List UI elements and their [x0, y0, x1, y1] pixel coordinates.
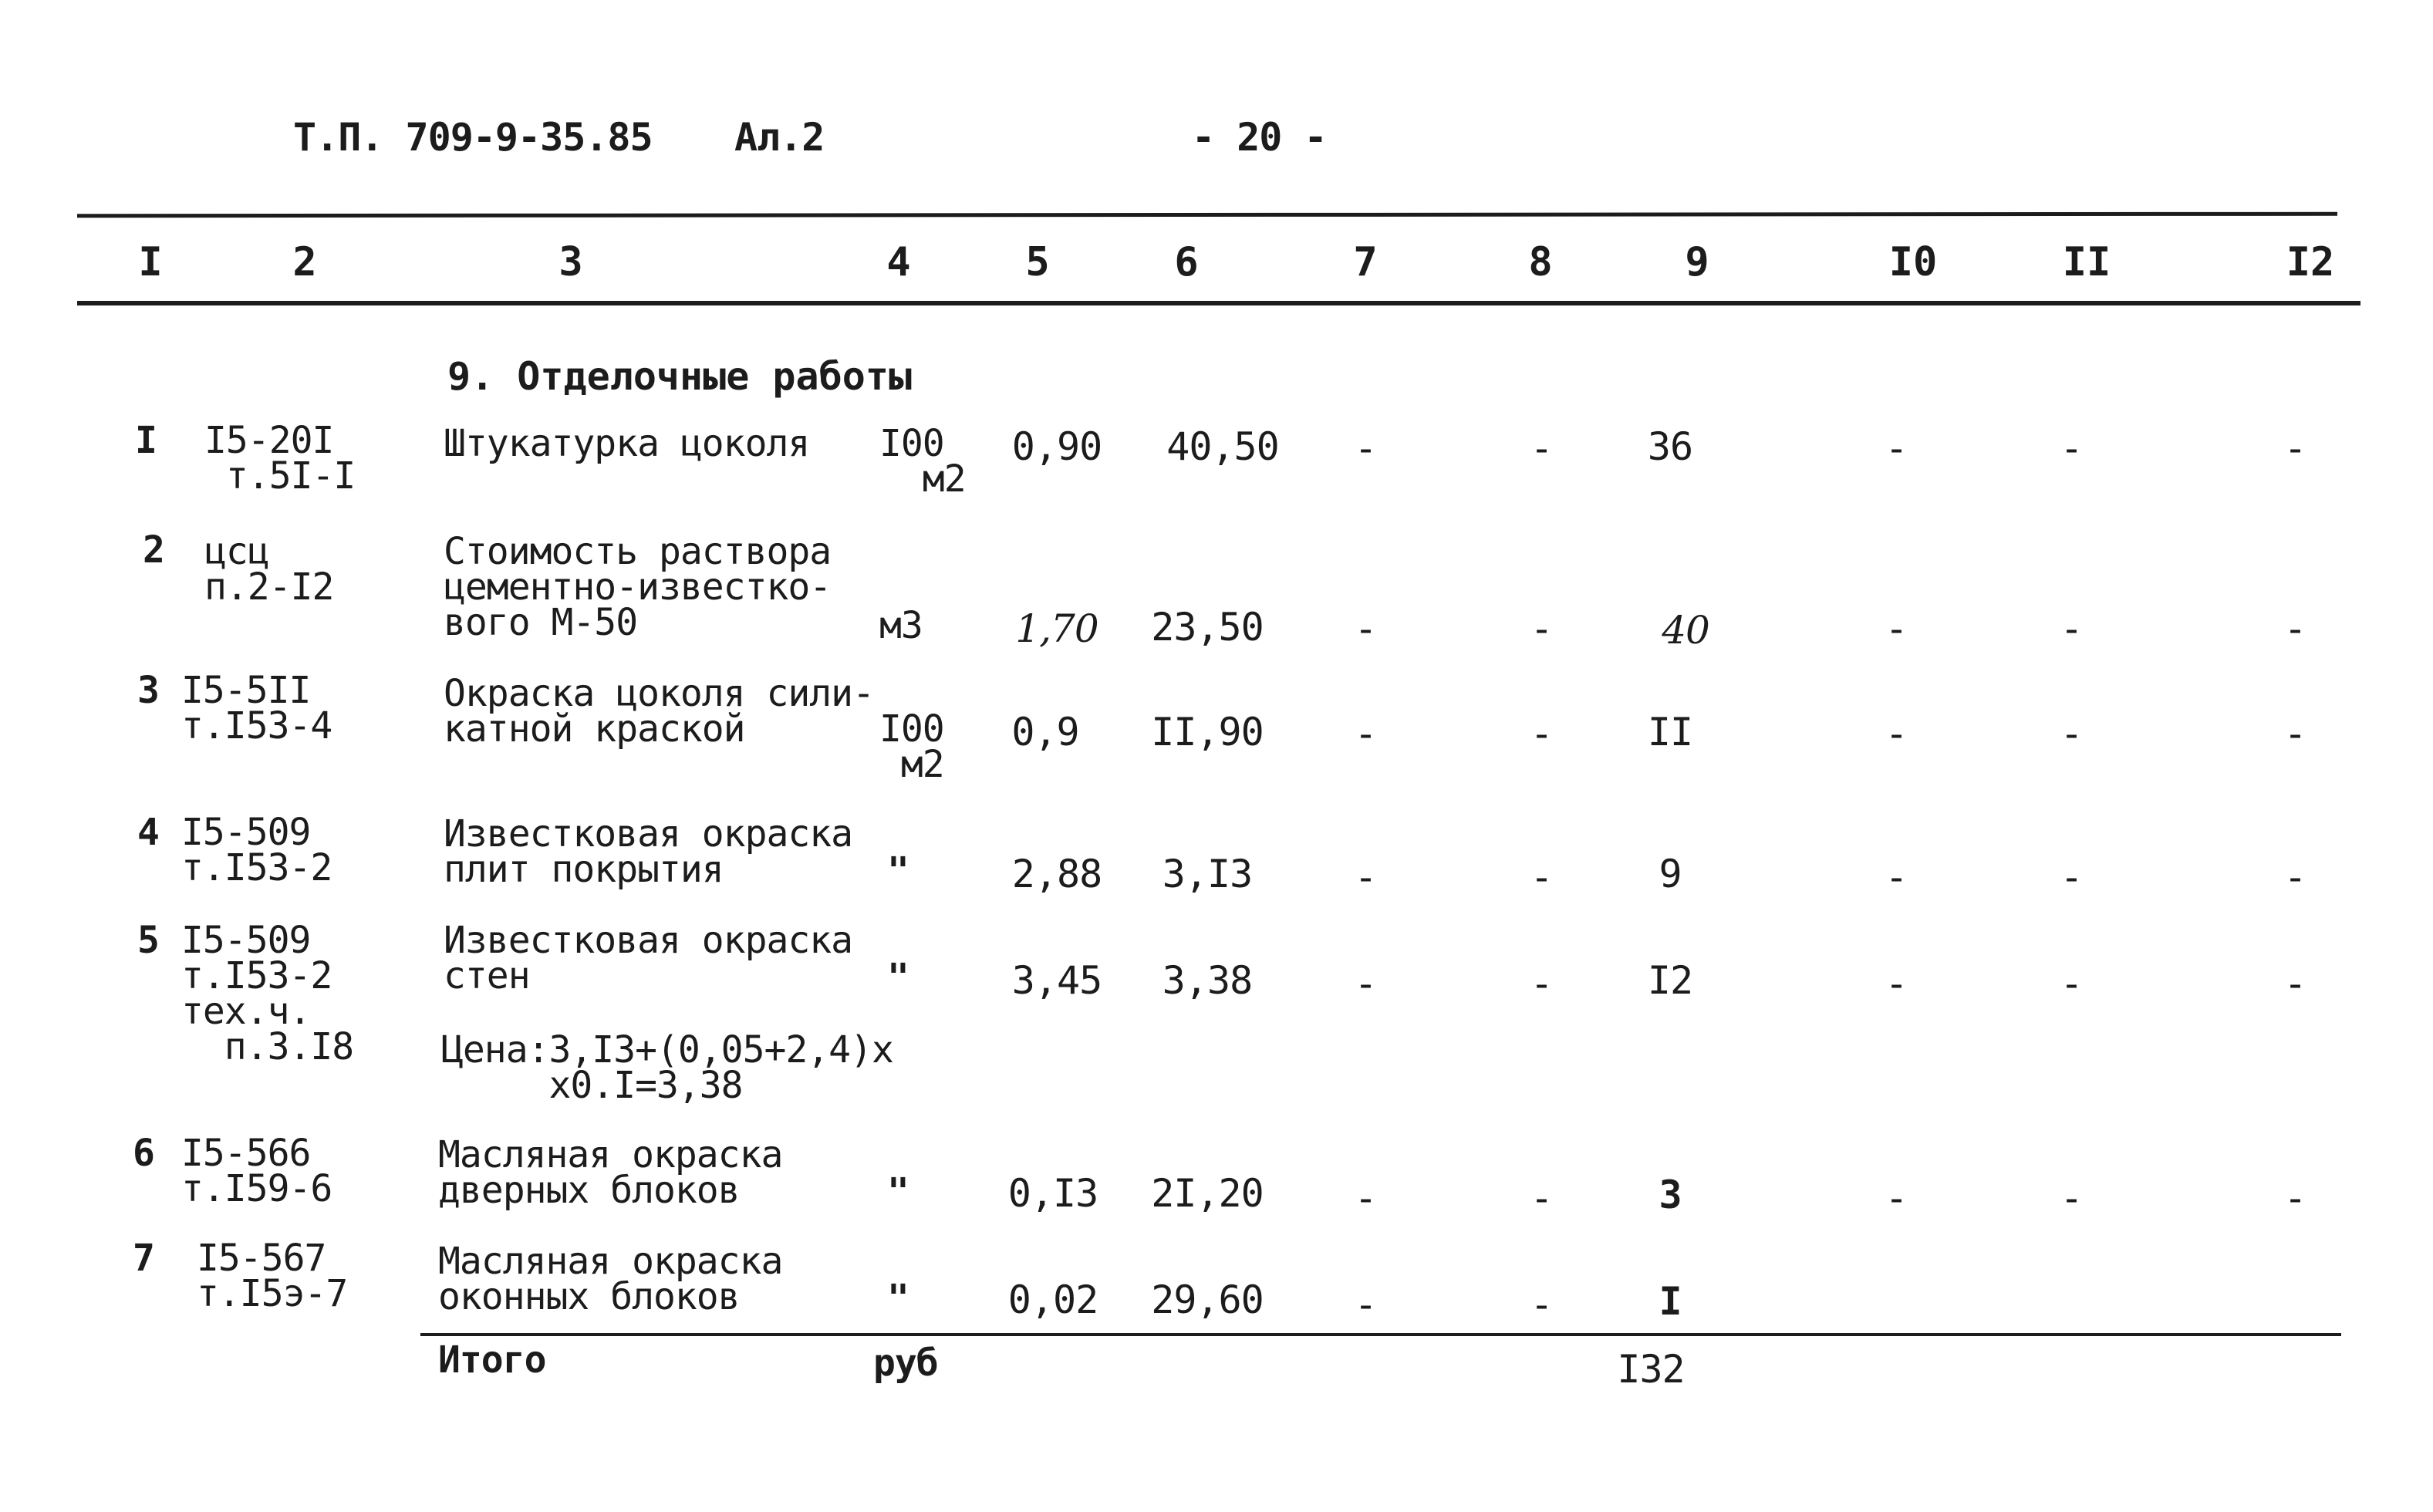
unit: ": [887, 1277, 909, 1320]
value-col11: -: [2060, 711, 2083, 756]
value-col6: 29,60: [1151, 1277, 1264, 1322]
value-col5: 1,70: [1015, 606, 1098, 651]
value-col9: I: [1659, 1279, 1682, 1324]
row-number: 6: [133, 1132, 154, 1175]
value-col11: -: [2060, 855, 2083, 899]
col-12: I2: [2286, 239, 2335, 285]
value-col6: 2I,20: [1151, 1171, 1264, 1216]
value-col12: -: [2283, 426, 2306, 471]
col-1: I: [138, 239, 163, 285]
row-number: 5: [137, 919, 159, 962]
value-col12: -: [2283, 961, 2306, 1006]
value-col12: -: [2283, 711, 2306, 756]
value-col11: -: [2060, 426, 2083, 471]
value-col7: -: [1354, 1282, 1377, 1327]
unit: ": [887, 956, 909, 999]
value-col5: 0,9: [1011, 710, 1079, 754]
value-col5: 0,90: [1011, 424, 1102, 469]
value-col7: -: [1354, 1176, 1377, 1220]
total-value: I32: [1617, 1347, 1685, 1392]
norm-code: I5-567 т.I5э-7: [197, 1237, 348, 1315]
total-unit: руб: [873, 1342, 938, 1385]
document-code: Т.П. 709-9-35.85: [293, 115, 653, 160]
work-name: Масляная окраска дверных блоков: [438, 1133, 783, 1212]
value-col6: 40,50: [1166, 424, 1279, 469]
value-col5: 2,88: [1011, 852, 1102, 896]
col-8: 8: [1528, 239, 1553, 285]
value-col10: -: [1885, 961, 1908, 1006]
value-col7: -: [1354, 426, 1377, 471]
value-col12: -: [2283, 1176, 2306, 1220]
value-col10: -: [1885, 426, 1908, 471]
unit: ": [887, 849, 909, 893]
page-number: - 20 -: [1192, 115, 1327, 160]
value-col5: 3,45: [1011, 958, 1102, 1003]
value-col10: -: [1885, 1176, 1908, 1220]
value-col12: -: [2283, 855, 2306, 899]
norm-code: I5-566 т.I59-6: [181, 1132, 332, 1210]
norm-code: I5-509 т.I53-2 тех.ч. п.3.I8: [181, 919, 354, 1068]
total-label: Итого: [438, 1338, 546, 1382]
value-col7: -: [1354, 606, 1377, 651]
value-col5: 0,02: [1007, 1277, 1098, 1322]
value-col12: -: [2283, 606, 2306, 651]
col-11: II: [2062, 239, 2111, 285]
col-5: 5: [1025, 239, 1050, 285]
value-col9: 40: [1662, 608, 1709, 653]
value-col9: 9: [1659, 852, 1682, 896]
col-10: I0: [1888, 239, 1938, 285]
norm-code: I5-5II т.I53-4: [181, 669, 332, 748]
work-name: Штукатурка цоколя: [444, 422, 810, 465]
value-col9: II: [1647, 710, 1693, 754]
value-col6: II,90: [1151, 710, 1264, 754]
value-col6: 3,I3: [1162, 852, 1253, 896]
total-rule: [420, 1333, 2341, 1336]
value-col6: 3,38: [1162, 958, 1253, 1003]
value-col8: -: [1530, 426, 1553, 471]
value-col11: -: [2060, 961, 2083, 1006]
unit: I00 м2: [879, 707, 944, 786]
col-3: 3: [558, 239, 583, 285]
col-2: 2: [292, 239, 317, 285]
table-header-rule: [77, 301, 2360, 305]
col-7: 7: [1353, 239, 1378, 285]
work-name: Стоимость раствора цементно-известко- вого М-50: [444, 530, 832, 644]
work-name: Окраска цоколя сили- катной краской: [444, 672, 874, 751]
value-col8: -: [1530, 606, 1553, 651]
price-note: Цена:3,I3+(0,05+2,4)x x0.I=3,38: [441, 1028, 893, 1107]
work-name: Масляная окраска оконных блоков: [438, 1240, 783, 1318]
value-col10: -: [1885, 711, 1908, 756]
value-col6: 23,50: [1151, 605, 1264, 650]
value-col10: -: [1885, 606, 1908, 651]
value-col8: -: [1530, 1282, 1553, 1327]
value-col8: -: [1530, 961, 1553, 1006]
norm-code: I5-509 т.I53-2: [181, 811, 332, 889]
col-4: 4: [886, 239, 911, 285]
row-number: 2: [143, 528, 164, 572]
value-col9: 3: [1659, 1173, 1682, 1217]
row-number: I: [135, 419, 157, 462]
unit: ": [887, 1170, 909, 1213]
value-col11: -: [2060, 1176, 2083, 1220]
section-title: 9. Отделочные работы: [447, 354, 913, 399]
col-9: 9: [1685, 239, 1709, 285]
row-number: 3: [137, 669, 159, 712]
row-number: 7: [133, 1237, 154, 1280]
value-col10: -: [1885, 855, 1908, 899]
norm-code: I5-20I т.5I-I: [204, 419, 356, 498]
unit: I00 м2: [879, 422, 966, 501]
unit: м3: [879, 604, 923, 647]
work-name: Известковая окраска стен: [444, 919, 853, 997]
value-col11: -: [2060, 606, 2083, 651]
value-col5: 0,I3: [1007, 1171, 1098, 1216]
value-col7: -: [1354, 855, 1377, 899]
value-col8: -: [1530, 711, 1553, 756]
col-6: 6: [1174, 239, 1199, 285]
table-top-rule: [77, 212, 2337, 218]
value-col9: 36: [1647, 424, 1693, 469]
work-name: Известковая окраска плит покрытия: [444, 812, 853, 891]
value-col8: -: [1530, 855, 1553, 899]
value-col8: -: [1530, 1176, 1553, 1220]
value-col7: -: [1354, 961, 1377, 1006]
value-col7: -: [1354, 711, 1377, 756]
norm-code: цсц п.2-I2: [204, 530, 334, 609]
album-number: Ал.2: [734, 115, 825, 160]
value-col9: I2: [1647, 958, 1693, 1003]
row-number: 4: [137, 811, 159, 854]
